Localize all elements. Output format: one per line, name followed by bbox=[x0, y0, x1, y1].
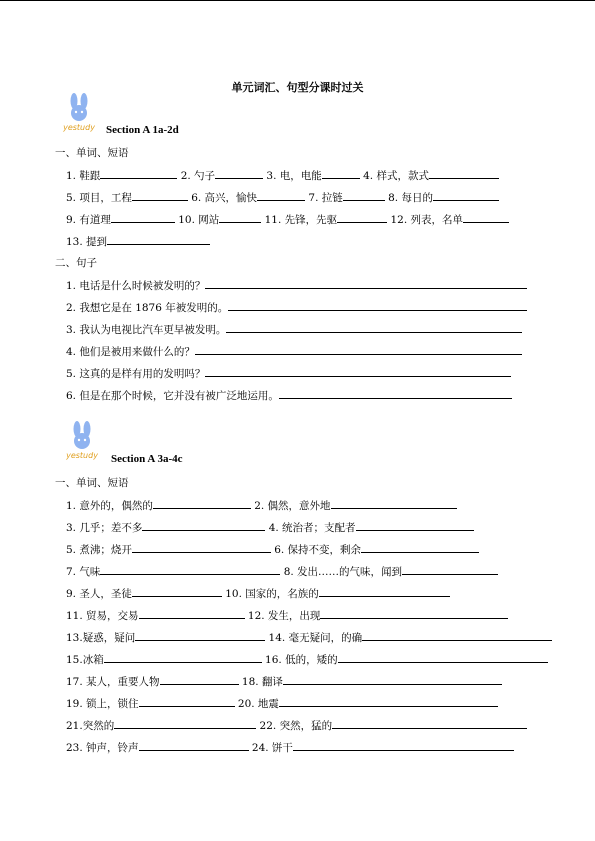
word-row bbox=[66, 541, 479, 557]
svg-text:yestudy: yestudy bbox=[63, 123, 95, 132]
word-prompt: 18. 翻译 bbox=[241, 676, 283, 688]
word-prompt: 1. 鞋跟 bbox=[66, 170, 101, 182]
answer-blank[interactable] bbox=[463, 211, 509, 223]
word-row bbox=[66, 189, 499, 205]
answer-blank[interactable] bbox=[228, 299, 527, 311]
word-row bbox=[66, 211, 509, 227]
answer-blank[interactable] bbox=[132, 541, 271, 553]
word-row bbox=[66, 233, 210, 249]
answer-blank[interactable] bbox=[337, 211, 387, 223]
word-prompt: 14. 毫无疑问，的确 bbox=[268, 632, 363, 644]
word-prompt: 23. 钟声，铃声 bbox=[66, 742, 139, 754]
rabbit-logo-icon bbox=[58, 420, 106, 462]
word-prompt: 21.突然的 bbox=[66, 720, 115, 732]
word-prompt: 7. 拉链 bbox=[308, 192, 343, 204]
word-prompt: 2. 勺子 bbox=[180, 170, 216, 182]
answer-blank[interactable] bbox=[322, 167, 360, 179]
answer-blank[interactable] bbox=[205, 365, 511, 377]
answer-blank[interactable] bbox=[160, 673, 239, 685]
answer-blank[interactable] bbox=[135, 629, 265, 641]
word-prompt: 6. 高兴，愉快 bbox=[191, 192, 258, 204]
part-heading-sentences: 二、句子 bbox=[55, 257, 97, 269]
answer-blank[interactable] bbox=[320, 607, 508, 619]
answer-blank[interactable] bbox=[331, 497, 457, 509]
word-prompt: 5. 煮沸；烧开 bbox=[66, 544, 132, 556]
word-prompt: 5. 项目，工程 bbox=[66, 192, 132, 204]
word-prompt: 19. 锁上，锁住 bbox=[66, 698, 139, 710]
sentence-row bbox=[66, 321, 522, 337]
word-prompt: 2. 偶然，意外地 bbox=[254, 500, 331, 512]
word-prompt: 15.冰箱 bbox=[66, 654, 104, 666]
word-row bbox=[66, 695, 498, 711]
answer-blank[interactable] bbox=[114, 717, 256, 729]
answer-blank[interactable] bbox=[107, 233, 210, 245]
answer-blank[interactable] bbox=[433, 189, 499, 201]
answer-blank[interactable] bbox=[257, 189, 305, 201]
word-prompt: 10. 国家的，名族的 bbox=[225, 588, 319, 600]
answer-blank[interactable] bbox=[356, 519, 474, 531]
word-row bbox=[66, 585, 450, 601]
part-heading-words-1: 一、单词、短语 bbox=[55, 147, 129, 159]
sentence-row bbox=[66, 343, 522, 359]
answer-blank[interactable] bbox=[361, 541, 479, 553]
sentence-prompt: 3. 我认为电视比汽车更早被发明。 bbox=[66, 324, 227, 336]
word-prompt: 20. 地震 bbox=[237, 698, 279, 710]
answer-blank[interactable] bbox=[215, 167, 263, 179]
word-prompt: 22. 突然，猛的 bbox=[259, 720, 333, 732]
word-prompt: 8. 发出……的气味，闻到 bbox=[283, 566, 403, 578]
answer-blank[interactable] bbox=[142, 519, 265, 531]
sentence-row bbox=[66, 277, 527, 293]
answer-blank[interactable] bbox=[226, 321, 522, 333]
sentence-row bbox=[66, 299, 527, 315]
word-prompt: 17. 某人，重要人物 bbox=[66, 676, 160, 688]
answer-blank[interactable] bbox=[139, 607, 245, 619]
word-prompt: 11. 先锋，先驱 bbox=[264, 214, 338, 226]
answer-blank[interactable] bbox=[279, 387, 512, 399]
section-heading-2: Section A 3a-4c bbox=[111, 453, 183, 465]
word-prompt: 4. 统治者；支配者 bbox=[268, 522, 356, 534]
word-row bbox=[66, 607, 508, 623]
word-prompt: 24. 饼干 bbox=[251, 742, 293, 754]
word-row bbox=[66, 563, 498, 579]
answer-blank[interactable] bbox=[100, 167, 177, 179]
word-row bbox=[66, 167, 499, 183]
word-prompt: 16. 低的，矮的 bbox=[265, 654, 338, 666]
top-rule bbox=[0, 0, 595, 1]
answer-blank[interactable] bbox=[429, 167, 499, 179]
word-prompt: 9. 圣人，圣徒 bbox=[66, 588, 132, 600]
answer-blank[interactable] bbox=[132, 189, 188, 201]
answer-blank[interactable] bbox=[362, 629, 552, 641]
sentence-prompt: 6. 但是在那个时候，它并没有被广泛地运用。 bbox=[66, 390, 279, 402]
word-prompt: 6. 保持不变，剩余 bbox=[274, 544, 362, 556]
word-row bbox=[66, 739, 514, 755]
answer-blank[interactable] bbox=[153, 497, 251, 509]
word-prompt: 7. 气味 bbox=[66, 566, 101, 578]
answer-blank[interactable] bbox=[205, 277, 527, 289]
sentence-prompt: 2. 我想它是在 1876 年被发明的。 bbox=[66, 302, 229, 314]
word-prompt: 11. 贸易，交易 bbox=[66, 610, 139, 622]
sentence-prompt: 1. 电话是什么时候被发明的？ bbox=[66, 280, 206, 292]
answer-blank[interactable] bbox=[111, 211, 175, 223]
answer-blank[interactable] bbox=[293, 739, 514, 751]
answer-blank[interactable] bbox=[332, 717, 527, 729]
word-prompt: 12. 发生，出现 bbox=[247, 610, 321, 622]
sentence-row bbox=[66, 387, 512, 403]
word-row bbox=[66, 651, 548, 667]
word-row bbox=[66, 629, 552, 645]
answer-blank[interactable] bbox=[139, 739, 249, 751]
answer-blank[interactable] bbox=[219, 211, 261, 223]
answer-blank[interactable] bbox=[319, 585, 450, 597]
word-prompt: 1. 意外的，偶然的 bbox=[66, 500, 153, 512]
word-prompt: 3. 电，电能 bbox=[266, 170, 322, 182]
answer-blank[interactable] bbox=[100, 563, 280, 575]
word-prompt: 13. 提到 bbox=[66, 236, 108, 248]
word-prompt: 3. 几乎；差不多 bbox=[66, 522, 143, 534]
part-heading-words-2: 一、单词、短语 bbox=[55, 477, 129, 489]
sentence-prompt: 5. 这真的是样有用的发明吗？ bbox=[66, 368, 206, 380]
answer-blank[interactable] bbox=[279, 695, 498, 707]
word-row bbox=[66, 497, 457, 513]
answer-blank[interactable] bbox=[104, 651, 262, 663]
word-row bbox=[66, 717, 527, 733]
answer-blank[interactable] bbox=[132, 585, 222, 597]
sentence-prompt: 4. 他们是被用来做什么的？ bbox=[66, 346, 195, 358]
answer-blank[interactable] bbox=[338, 651, 548, 663]
svg-text:yestudy: yestudy bbox=[66, 451, 98, 460]
word-prompt: 10. 网站 bbox=[178, 214, 220, 226]
rabbit-logo-icon bbox=[55, 92, 103, 134]
word-prompt: 4. 样式，款式 bbox=[363, 170, 429, 182]
word-prompt: 13.疑惑，疑问 bbox=[66, 632, 136, 644]
word-prompt: 9. 有道理 bbox=[66, 214, 111, 226]
page-title: 单元词汇、句型分课时过关 bbox=[231, 81, 364, 94]
word-prompt: 12. 列表，名单 bbox=[390, 214, 464, 226]
answer-blank[interactable] bbox=[283, 673, 502, 685]
answer-blank[interactable] bbox=[139, 695, 235, 707]
answer-blank[interactable] bbox=[343, 189, 385, 201]
answer-blank[interactable] bbox=[402, 563, 498, 575]
word-row bbox=[66, 673, 502, 689]
section-heading-1: Section A 1a-2d bbox=[106, 124, 179, 136]
answer-blank[interactable] bbox=[195, 343, 522, 355]
sentence-row bbox=[66, 365, 511, 381]
word-prompt: 8. 每日的 bbox=[388, 192, 433, 204]
word-row bbox=[66, 519, 474, 535]
